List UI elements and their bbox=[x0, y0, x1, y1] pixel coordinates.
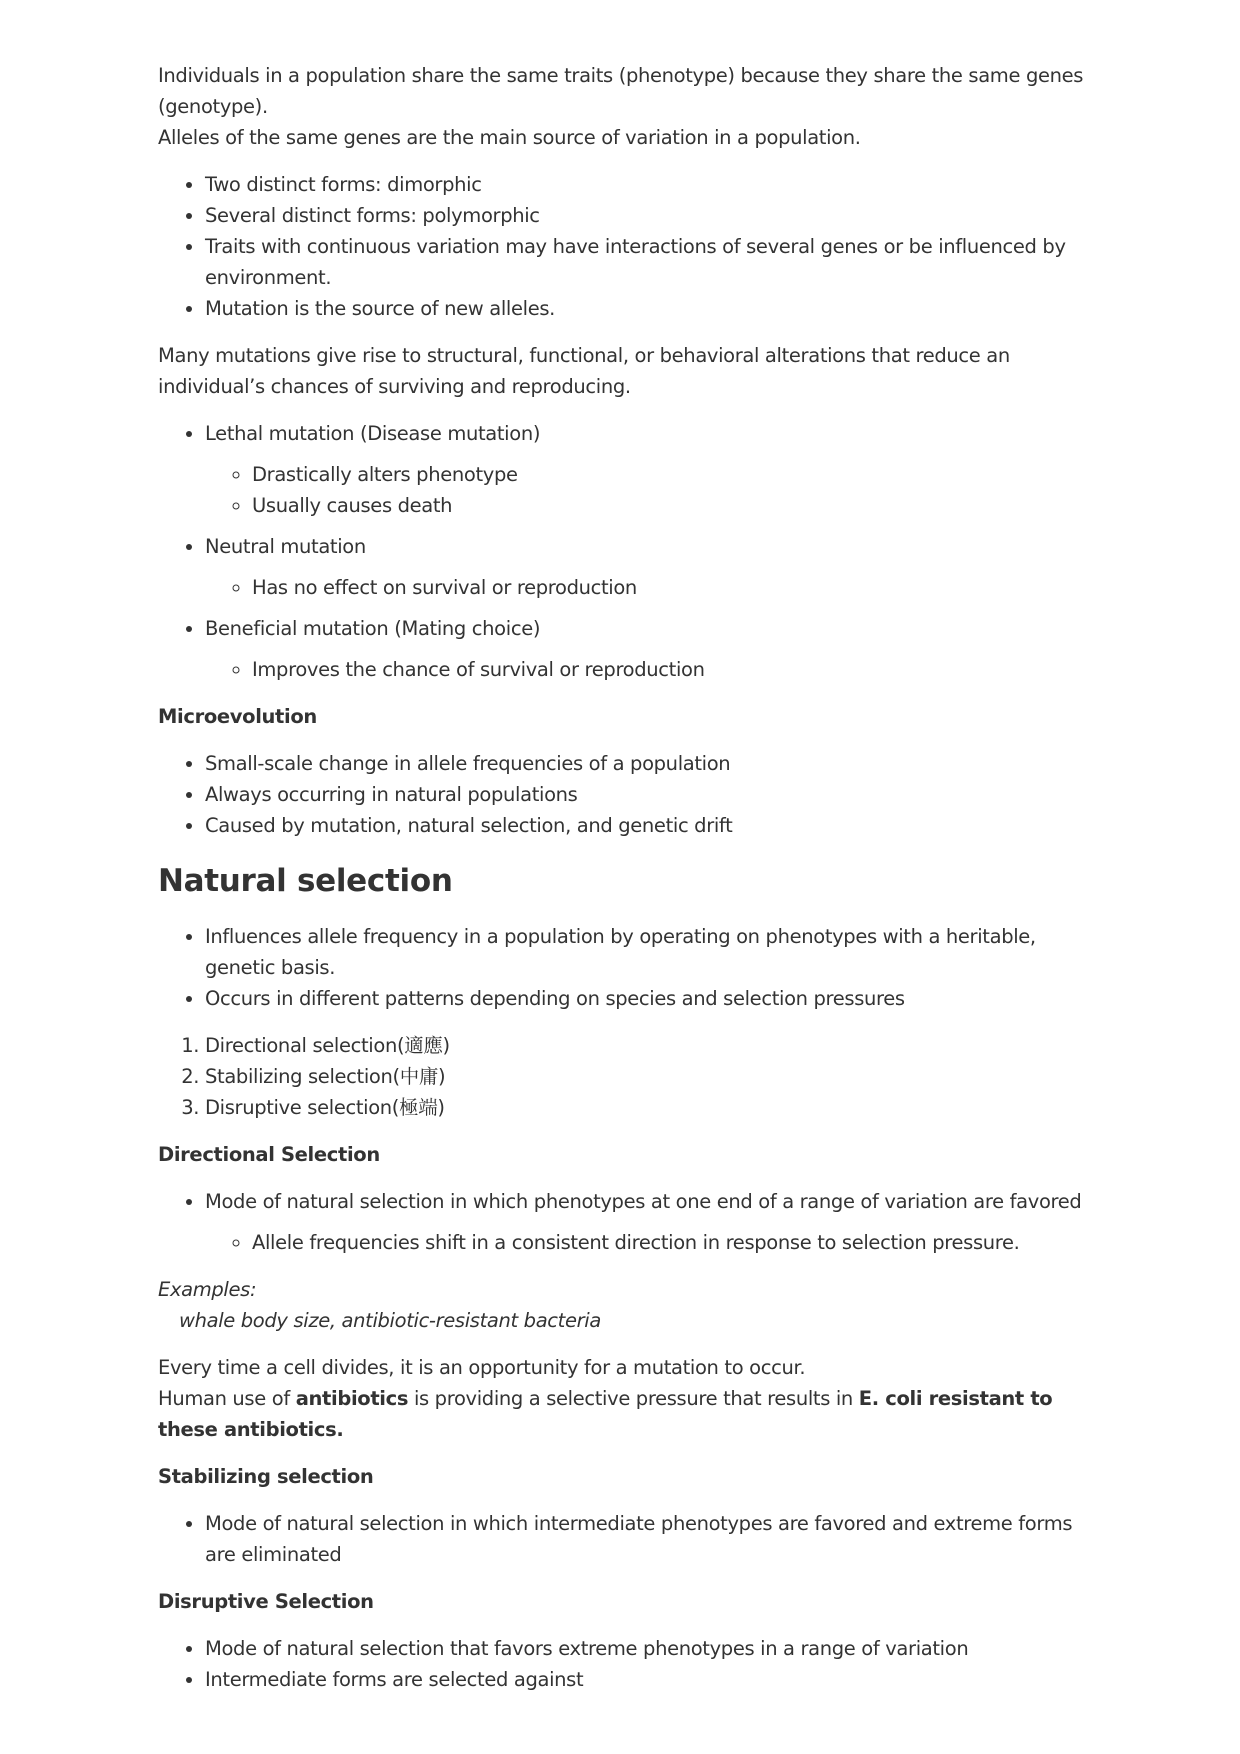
sub-list bbox=[205, 1227, 1098, 1258]
disruptive-list bbox=[158, 1633, 1098, 1695]
list-item: • Influences allele frequency in a population by operating on phenotypes with a heritable, genetic basis. bbox=[205, 921, 1098, 983]
sub-list bbox=[205, 459, 1098, 521]
list-item: • Small-scale change in allele frequencies of a population bbox=[205, 748, 1098, 779]
natural-selection-list bbox=[158, 921, 1098, 1014]
examples-block bbox=[158, 1274, 1098, 1336]
natural-selection-heading: Natural selection bbox=[158, 863, 453, 899]
list-item bbox=[205, 1186, 1098, 1258]
sub-list-item: ◦ Usually causes death bbox=[252, 490, 1098, 521]
mutation-type-label: Neutral mutation bbox=[205, 535, 366, 558]
list-item: • Traits with continuous variation may have interactions of several genes or be influenced by environment. bbox=[205, 231, 1098, 293]
list-item: 1. Directional selection(適應) bbox=[205, 1030, 1098, 1061]
antibiotics-paragraph bbox=[158, 1352, 1098, 1445]
bold-ecoli: E. coli resistant to these antibiotics. bbox=[158, 1387, 1053, 1441]
sub-list-item: ◦ Drastically alters phenotype bbox=[252, 459, 1098, 490]
list-item: • Mode of natural selection that favors extreme phenotypes in a range of variation bbox=[205, 1633, 1098, 1664]
directional-selection-title: Directional Selection bbox=[158, 1143, 380, 1166]
document-page bbox=[158, 60, 1098, 1711]
list-item: • Always occurring in natural populations bbox=[205, 779, 1098, 810]
disruptive-selection-title: Disruptive Selection bbox=[158, 1590, 374, 1613]
antibiotics-text bbox=[158, 1383, 1098, 1445]
mutation-opportunity-text: Every time a cell divides, it is an opportunity for a mutation to occur. bbox=[158, 1356, 806, 1379]
list-item: • Two distinct forms: dimorphic bbox=[205, 169, 1098, 200]
list-item: 2. Stabilizing selection(中庸) bbox=[205, 1061, 1098, 1092]
variation-list bbox=[158, 169, 1098, 324]
sub-list bbox=[205, 654, 1098, 685]
microevolution-title: Microevolution bbox=[158, 705, 317, 728]
selection-types-list bbox=[158, 1030, 1098, 1123]
list-item: • Caused by mutation, natural selection, and genetic drift bbox=[205, 810, 1098, 841]
sub-list bbox=[205, 572, 1098, 603]
list-item: • Intermediate forms are selected against bbox=[205, 1664, 1098, 1695]
list-item: • Mutation is the source of new alleles. bbox=[205, 293, 1098, 324]
stabilizing-selection-title: Stabilizing selection bbox=[158, 1465, 374, 1488]
list-item bbox=[205, 531, 1098, 603]
mutation-paragraph: Many mutations give rise to structural, functional, or behavioral alterations that reduce an individual’s chances of surviving and reproducing. bbox=[158, 344, 1010, 398]
stabilizing-list bbox=[158, 1508, 1098, 1570]
text-span: is providing a selective pressure that results in bbox=[408, 1387, 859, 1410]
list-item: • Occurs in different patterns depending on species and selection pressures bbox=[205, 983, 1098, 1014]
examples-text: whale body size, antibiotic-resistant bacteria bbox=[179, 1309, 601, 1332]
list-item: 3. Disruptive selection(極端) bbox=[205, 1092, 1098, 1123]
intro-text-2: Alleles of the same genes are the main source of variation in a population. bbox=[158, 126, 861, 149]
mutation-types-list bbox=[158, 418, 1098, 685]
bold-antibiotics: antibiotics bbox=[295, 1387, 409, 1410]
mutation-type-label: Lethal mutation (Disease mutation) bbox=[205, 422, 541, 445]
sub-list-item: ◦ Has no effect on survival or reproduction bbox=[252, 572, 1098, 603]
mutation-type-label: Beneficial mutation (Mating choice) bbox=[205, 617, 541, 640]
sub-list-item: ◦ Improves the chance of survival or reproduction bbox=[252, 654, 1098, 685]
sub-list-item: ◦ Allele frequencies shift in a consistent direction in response to selection pressure. bbox=[252, 1227, 1098, 1258]
list-item: • Mode of natural selection in which intermediate phenotypes are favored and extreme forms are eliminated bbox=[205, 1508, 1098, 1570]
text-span: Human use of bbox=[158, 1387, 296, 1410]
microevolution-list bbox=[158, 748, 1098, 841]
directional-list bbox=[158, 1186, 1098, 1258]
intro-text-1: Individuals in a population share the same traits (phenotype) because they share the same genes (genotype). bbox=[158, 64, 1084, 118]
list-item bbox=[205, 418, 1098, 521]
directional-definition: Mode of natural selection in which phenotypes at one end of a range of variation are favored bbox=[205, 1190, 1082, 1213]
examples-label: Examples: bbox=[158, 1278, 257, 1301]
intro-paragraph bbox=[158, 60, 1098, 153]
list-item: • Several distinct forms: polymorphic bbox=[205, 200, 1098, 231]
list-item bbox=[205, 613, 1098, 685]
